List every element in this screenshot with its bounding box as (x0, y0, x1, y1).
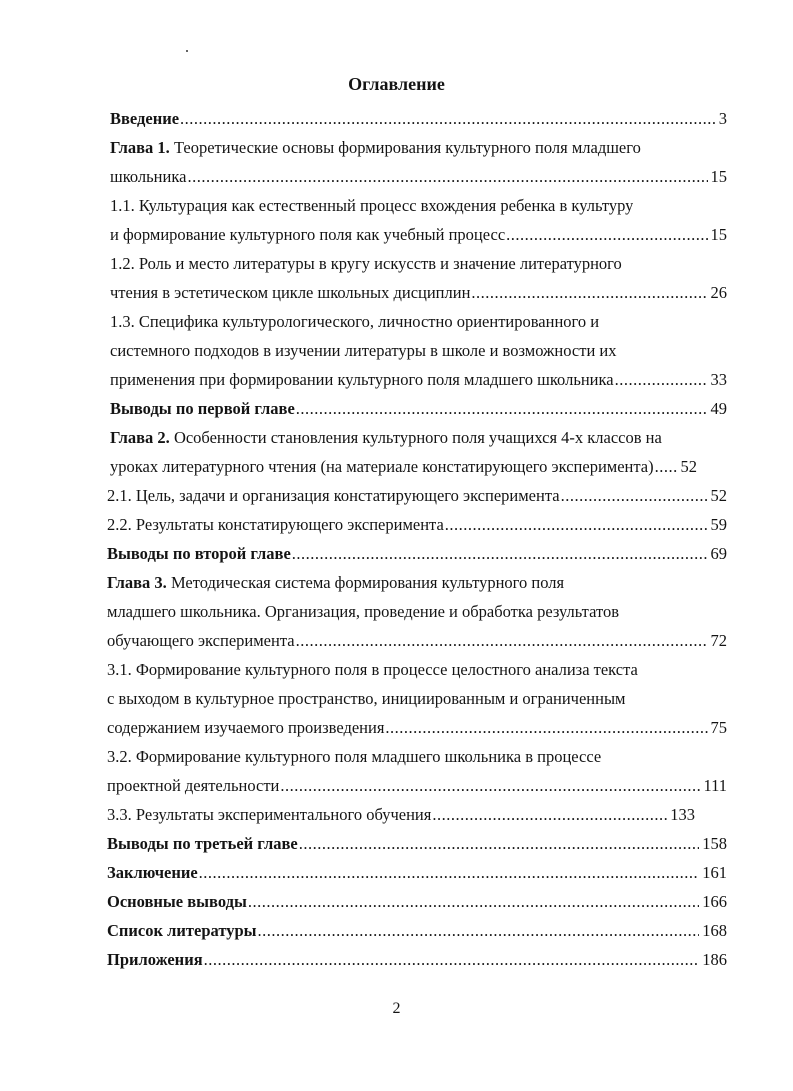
toc-entry (107, 687, 626, 711)
toc-entry (107, 948, 727, 972)
toc-entry-title: Особенности становления культурного поля учащихся 4-х классов на (169, 428, 662, 447)
toc-entry (110, 368, 727, 392)
toc-page-number: 49 (710, 399, 727, 418)
toc-entry (110, 455, 697, 479)
toc-entry-title: чтения в эстетическом цикле школьных дисциплин (110, 283, 471, 302)
dot-leader (258, 919, 700, 943)
toc-entry-text (107, 919, 257, 943)
toc-entry-title: 3.1. Формирование культурного поля в процессе целостного анализа текста (107, 660, 638, 679)
toc-entry-text (110, 312, 599, 331)
toc-entry-title: 2.2. Результаты констатирующего эксперимента (107, 515, 444, 534)
toc-entry (107, 542, 727, 566)
toc-entry-title: уроках литературного чтения (на материале констатирующего эксперимента) (110, 457, 654, 476)
toc-entry (107, 745, 601, 769)
dot-leader (385, 716, 707, 740)
toc-entry-title: применения при формировании культурного поля младшего школьника (110, 370, 614, 389)
toc-entry-text (107, 602, 619, 621)
toc-entry (110, 339, 617, 363)
dot-leader (204, 948, 700, 972)
toc-entry-text (107, 948, 203, 972)
toc-entry-text (107, 689, 626, 708)
toc-entry-text (107, 774, 279, 798)
toc-page-number: 15 (710, 225, 727, 244)
dot-leader (199, 861, 700, 885)
toc-entry (107, 919, 727, 943)
toc-page-number: 52 (680, 457, 697, 476)
toc-page-number: 26 (710, 283, 727, 302)
toc-entry (107, 716, 727, 740)
toc-entry (107, 484, 727, 508)
toc-entry-text (110, 107, 179, 131)
toc-entry (110, 426, 662, 450)
toc-entry-heading: Заключение (107, 863, 198, 882)
toc-entry-text (107, 542, 291, 566)
toc-entry-heading: Список литературы (107, 921, 257, 940)
toc-page-number: 186 (702, 950, 727, 969)
toc-entry (107, 513, 727, 537)
toc-entry-text (107, 890, 247, 914)
dot-leader (615, 368, 708, 392)
toc-entry (110, 310, 599, 334)
toc-entry-text (110, 428, 662, 447)
toc-entry-text (110, 196, 633, 215)
dot-leader (299, 832, 700, 856)
toc-entry-heading: Приложения (107, 950, 203, 969)
toc-entry-title: 3.2. Формирование культурного поля младшего школьника в процессе (107, 747, 602, 766)
toc-entry-text (107, 861, 198, 885)
toc-entry-title: школьника (110, 167, 187, 186)
toc-entry-text (110, 281, 470, 305)
dot-leader (296, 397, 708, 421)
toc-entry-title: младшего школьника. Организация, проведение и обработка результатов (107, 602, 620, 621)
toc-entry-text (107, 573, 564, 592)
toc-page-number: 168 (702, 921, 727, 940)
dot-leader (296, 629, 708, 653)
toc-entry-text (110, 341, 617, 360)
toc-entry-heading: Выводы по второй главе (107, 544, 291, 563)
toc-page-number: 59 (710, 515, 727, 534)
toc-entry (110, 223, 727, 247)
toc-entry (110, 194, 633, 218)
toc-page-number: 15 (710, 167, 727, 186)
toc-entry-title: 1.3. Специфика культурологического, личностно ориентированного и (110, 312, 600, 331)
toc-page-number: 69 (710, 544, 727, 563)
toc-page-number: 158 (702, 834, 727, 853)
dot-leader (248, 890, 699, 914)
toc-entry (107, 629, 727, 653)
dot-leader (655, 455, 678, 479)
toc-entry (107, 571, 564, 595)
toc-entry (107, 890, 727, 914)
toc-entry (110, 397, 727, 421)
toc-page-number: 52 (710, 486, 727, 505)
toc-entry-text (107, 832, 298, 856)
toc-entry-title: 3.3. Результаты экспериментального обучения (107, 805, 432, 824)
toc-entry-heading: Основные выводы (107, 892, 247, 911)
toc-entry (107, 600, 619, 624)
toc-entry-heading: Введение (110, 109, 180, 128)
dot-leader (561, 484, 708, 508)
toc-entry (110, 136, 641, 160)
toc-entry-text (107, 803, 431, 827)
toc-entry-text (107, 513, 444, 537)
toc-entry-text (110, 254, 622, 273)
toc-entry-text (110, 368, 614, 392)
dot-leader (445, 513, 708, 537)
dot-leader (187, 165, 707, 189)
toc-entry (110, 252, 622, 276)
toc-entry (107, 832, 727, 856)
toc-entry-heading: Глава 3. (107, 573, 167, 592)
toc-entry-text (110, 397, 295, 421)
toc-entry-heading: Выводы по третьей главе (107, 834, 298, 853)
toc-entry-title: 1.2. Роль и место литературы в кругу искусств и значение литературного (110, 254, 622, 273)
toc-entry-heading: Выводы по первой главе (110, 399, 295, 418)
toc-page-number: 111 (703, 776, 727, 795)
toc-entry-title: 2.1. Цель, задачи и организация констатирующего эксперимента (107, 486, 560, 505)
dot-leader (280, 774, 700, 798)
scan-speck (186, 50, 188, 52)
toc-entry (107, 861, 727, 885)
toc-entry-title: с выходом в культурное пространство, инициированным и ограниченным (107, 689, 626, 708)
toc-entry-title: Теоретические основы формирования культурного поля младшего (169, 138, 641, 157)
page-number: 2 (392, 1000, 401, 1017)
toc-entry-text (110, 138, 641, 157)
toc-entry-text (110, 223, 505, 247)
dot-leader (180, 107, 716, 131)
toc-entry-text (107, 716, 384, 740)
dot-leader (432, 803, 667, 827)
toc-entry (107, 774, 727, 798)
toc-entry (107, 658, 638, 682)
toc-page-number: 72 (710, 631, 727, 650)
toc-entry-heading: Глава 1. (110, 138, 170, 157)
dot-leader (506, 223, 707, 247)
toc-entry-title: системного подходов в изучении литературы в школе и возможности их (110, 341, 617, 360)
toc-entry-text (107, 484, 560, 508)
toc-page-number: 133 (670, 805, 695, 824)
toc-title: Оглавление (348, 74, 445, 94)
dot-leader (292, 542, 708, 566)
toc-entry-text (110, 165, 186, 189)
toc-entry-text (107, 629, 295, 653)
toc-entry (110, 107, 727, 131)
toc-page-number: 33 (710, 370, 727, 389)
toc-entry-text (107, 747, 601, 766)
toc-entry (107, 803, 695, 827)
toc-entry-text (107, 660, 638, 679)
toc-page-number: 3 (718, 109, 727, 128)
toc-entry-title: 1.1. Культурация как естественный процесс вхождения ребенка в культуру (110, 196, 634, 215)
toc-entry-title: и формирование культурного поля как учебный процесс (110, 225, 506, 244)
toc-page-number: 75 (710, 718, 727, 737)
toc-entry-title: содержанием изучаемого произведения (107, 718, 385, 737)
toc-entry-title: проектной деятельности (107, 776, 280, 795)
toc-page-number: 161 (702, 863, 727, 882)
dot-leader (471, 281, 707, 305)
toc-entry (110, 281, 727, 305)
toc-entry-heading: Глава 2. (110, 428, 170, 447)
toc-entry-title: Методическая система формирования культурного поля (166, 573, 565, 592)
toc-entry (110, 165, 727, 189)
toc-page-number: 166 (702, 892, 727, 911)
toc-entry-text (110, 455, 654, 479)
toc-entry-title: обучающего эксперимента (107, 631, 295, 650)
